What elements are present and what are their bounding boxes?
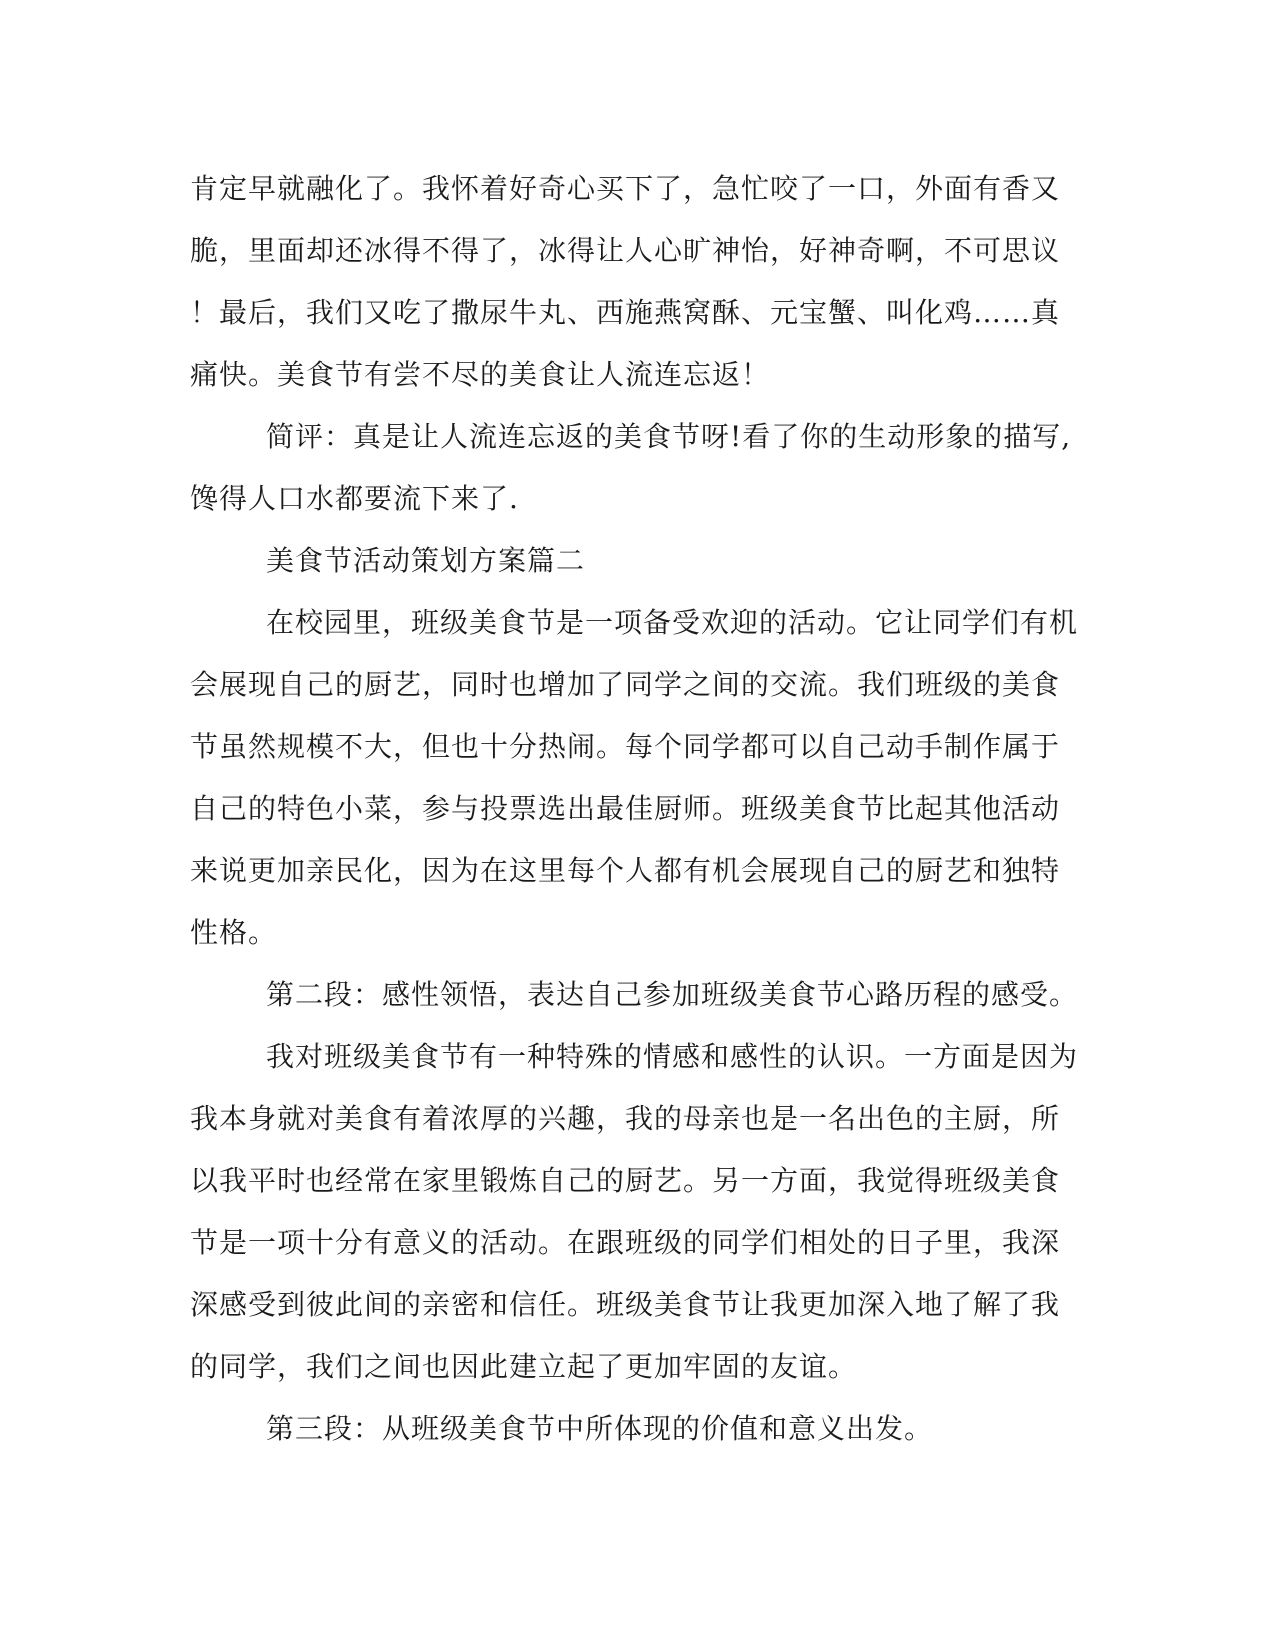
paragraph-first-line: 在校园里，班级美食节是一项备受欢迎的活动。它让同学们有机 [266, 606, 1079, 639]
section-heading: 美食节活动策划方案篇二 [266, 544, 586, 577]
text-line: 节虽然规模不大，但也十分热闹。每个同学都可以自己动手制作属于 [190, 730, 1061, 763]
paragraph-heading-three: 第三段：从班级美食节中所体现的价值和意义出发。 [266, 1412, 934, 1445]
text-line: 以我平时也经常在家里锻炼自己的厨艺。另一方面，我觉得班级美食 [190, 1164, 1061, 1197]
text-line: 性格。 [190, 916, 278, 949]
text-line: 的同学，我们之间也因此建立起了更加牢固的友谊。 [190, 1350, 858, 1383]
text-line: 来说更加亲民化，因为在这里每个人都有机会展现自己的厨艺和独特 [190, 854, 1061, 887]
text-line: 肯定早就融化了。我怀着好奇心买下了，急忙咬了一口，外面有香又 [190, 172, 1061, 205]
text-line: ！最后，我们又吃了撒尿牛丸、西施燕窝酥、元宝蟹、叫化鸡……真 [190, 296, 1061, 329]
paragraph-heading-two: 第二段：感性领悟，表达自己参加班级美食节心路历程的感受。 [266, 978, 1079, 1011]
text-line: 痛快。美食节有尝不尽的美食让人流连忘返！ [190, 358, 771, 391]
text-line: 深感受到彼此间的亲密和信任。班级美食节让我更加深入地了解了我 [190, 1288, 1061, 1321]
document-body [190, 158, 1090, 1460]
review-line: 简评：真是让人流连忘返的美食节呀!看了你的生动形象的描写, [266, 420, 1072, 453]
paragraph-first-line: 我对班级美食节有一种特殊的情感和感性的认识。一方面是因为 [266, 1040, 1079, 1073]
text-line: 我本身就对美食有着浓厚的兴趣，我的母亲也是一名出色的主厨，所 [190, 1102, 1061, 1135]
text-line: 会展现自己的厨艺，同时也增加了同学之间的交流。我们班级的美食 [190, 668, 1061, 701]
text-line: 馋得人口水都要流下来了. [190, 482, 519, 515]
text-line: 节是一项十分有意义的活动。在跟班级的同学们相处的日子里，我深 [190, 1226, 1061, 1259]
text-line: 脆，里面却还冰得不得了，冰得让人心旷神怡，好神奇啊，不可思议 [190, 234, 1061, 267]
text-line: 自己的特色小菜，参与投票选出最佳厨师。班级美食节比起其他活动 [190, 792, 1061, 825]
